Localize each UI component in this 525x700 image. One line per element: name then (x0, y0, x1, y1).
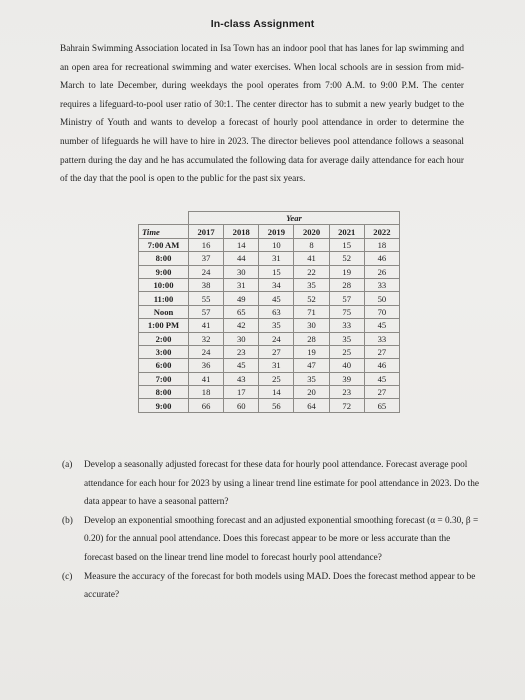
time-cell: 7:00 (139, 372, 189, 385)
attendance-value-cell: 49 (224, 292, 259, 305)
time-cell: 11:00 (139, 292, 189, 305)
attendance-value-cell: 30 (224, 265, 259, 278)
question-label: (b) (62, 515, 73, 526)
question-item (62, 512, 482, 568)
table-row (139, 332, 400, 345)
table-row (139, 252, 400, 265)
attendance-value-cell: 57 (329, 292, 364, 305)
year-header: 2020 (294, 225, 329, 238)
year-header: 2021 (329, 225, 364, 238)
attendance-value-cell: 33 (364, 278, 399, 291)
attendance-value-cell: 15 (259, 265, 294, 278)
time-cell: 2:00 (139, 332, 189, 345)
year-title-row (139, 212, 400, 225)
time-cell: Noon (139, 305, 189, 318)
attendance-value-cell: 32 (189, 332, 224, 345)
table-row (139, 238, 400, 251)
time-cell: 8:00 (139, 252, 189, 265)
attendance-value-cell: 45 (364, 319, 399, 332)
year-header: 2019 (259, 225, 294, 238)
attendance-value-cell: 75 (329, 305, 364, 318)
attendance-value-cell: 25 (259, 372, 294, 385)
attendance-value-cell: 34 (259, 278, 294, 291)
question-item (62, 568, 482, 605)
attendance-value-cell: 47 (294, 359, 329, 372)
attendance-value-cell: 35 (294, 372, 329, 385)
page-title: In-class Assignment (210, 18, 315, 30)
attendance-value-cell: 31 (259, 359, 294, 372)
attendance-value-cell: 18 (189, 386, 224, 399)
attendance-value-cell: 44 (224, 252, 259, 265)
year-title: Year (189, 212, 400, 225)
attendance-value-cell: 46 (364, 252, 399, 265)
attendance-value-cell: 30 (294, 319, 329, 332)
attendance-value-cell: 42 (224, 319, 259, 332)
attendance-value-cell: 37 (189, 252, 224, 265)
time-cell: 9:00 (139, 399, 189, 412)
attendance-value-cell: 27 (364, 386, 399, 399)
attendance-value-cell: 18 (364, 238, 399, 251)
attendance-value-cell: 57 (189, 305, 224, 318)
attendance-value-cell: 66 (189, 399, 224, 412)
year-header: 2022 (364, 225, 399, 238)
attendance-value-cell: 31 (259, 252, 294, 265)
attendance-value-cell: 10 (259, 238, 294, 251)
attendance-value-cell: 33 (364, 332, 399, 345)
question-text: Develop a seasonally adjusted forecast for these data for hourly pool attendance. Forecast average pool attendance for each hour for 2023 by using a linear trend line estimate for pool attendance in 2023. Do the data appear to have a seasonal pattern? (84, 460, 479, 508)
attendance-value-cell: 8 (294, 238, 329, 251)
attendance-value-cell: 14 (259, 386, 294, 399)
attendance-value-cell: 20 (294, 386, 329, 399)
table-row (139, 319, 400, 332)
table-row (139, 386, 400, 399)
table-row (139, 292, 400, 305)
time-cell: 9:00 (139, 265, 189, 278)
attendance-value-cell: 23 (224, 345, 259, 358)
attendance-value-cell: 45 (224, 359, 259, 372)
attendance-value-cell: 28 (329, 278, 364, 291)
questions-list (62, 456, 482, 605)
attendance-value-cell: 65 (364, 399, 399, 412)
attendance-value-cell: 14 (224, 238, 259, 251)
table-body (139, 238, 400, 412)
attendance-value-cell: 60 (224, 399, 259, 412)
attendance-value-cell: 35 (329, 332, 364, 345)
attendance-value-cell: 65 (224, 305, 259, 318)
table-row (139, 359, 400, 372)
time-cell: 7:00 AM (139, 238, 189, 251)
attendance-value-cell: 71 (294, 305, 329, 318)
year-header: 2017 (189, 225, 224, 238)
time-header: Time (139, 225, 189, 238)
time-cell: 10:00 (139, 278, 189, 291)
attendance-value-cell: 16 (189, 238, 224, 251)
attendance-value-cell: 45 (259, 292, 294, 305)
attendance-value-cell: 55 (189, 292, 224, 305)
attendance-value-cell: 33 (329, 319, 364, 332)
attendance-value-cell: 50 (364, 292, 399, 305)
attendance-value-cell: 36 (189, 359, 224, 372)
attendance-value-cell: 45 (364, 372, 399, 385)
attendance-value-cell: 24 (189, 265, 224, 278)
question-text: Develop an exponential smoothing forecast and an adjusted exponential smoothing forecast (α = 0.30, β = 0.20) for the annual pool attendance. Does this forecast appear to be more or less accurate than the forecast based on the linear trend line model to forecast hourly pool attendance? (84, 515, 479, 563)
table-row (139, 399, 400, 412)
attendance-value-cell: 24 (259, 332, 294, 345)
attendance-value-cell: 70 (364, 305, 399, 318)
attendance-value-cell: 39 (329, 372, 364, 385)
attendance-value-cell: 27 (364, 345, 399, 358)
attendance-value-cell: 40 (329, 359, 364, 372)
attendance-value-cell: 26 (364, 265, 399, 278)
intro-paragraph: Bahrain Swimming Association located in Isa Town has an indoor pool that has lanes for lap swimming and an open area for recreational swimming and water exercises. When local schools are in session from mid-March to late December, during weekdays the pool operates from 7:00 A.M. to 9:00 P.M. The center requires a lifeguard-to-pool user ratio of 30:1. The center director has to submit a new yearly budget to the Ministry of Youth and wants to develop a forecast of hourly pool attendance in order to determine the number of lifeguards he will have to hire in 2023. The director believes pool attendance follows a seasonal pattern during the day and he has accumulated the following data for average daily attendance for each hour of the day that the pool is open to the public for the past six years. (60, 44, 464, 185)
attendance-value-cell: 64 (294, 399, 329, 412)
attendance-value-cell: 15 (329, 238, 364, 251)
time-cell: 8:00 (139, 386, 189, 399)
table-row (139, 305, 400, 318)
question-item (62, 456, 482, 512)
attendance-value-cell: 28 (294, 332, 329, 345)
attendance-value-cell: 38 (189, 278, 224, 291)
question-label: (c) (62, 571, 73, 582)
table-row (139, 278, 400, 291)
question-label: (a) (62, 460, 73, 470)
table-row (139, 345, 400, 358)
question-text: Measure the accuracy of the forecast for both models using MAD. Does the forecast method appear to be accurate? (84, 571, 476, 601)
attendance-value-cell: 23 (329, 386, 364, 399)
attendance-value-cell: 31 (224, 278, 259, 291)
attendance-value-cell: 35 (294, 278, 329, 291)
attendance-value-cell: 41 (189, 372, 224, 385)
table-row (139, 265, 400, 278)
attendance-value-cell: 30 (224, 332, 259, 345)
attendance-value-cell: 19 (294, 345, 329, 358)
attendance-table (138, 211, 400, 413)
attendance-value-cell: 52 (329, 252, 364, 265)
attendance-value-cell: 63 (259, 305, 294, 318)
attendance-value-cell: 35 (259, 319, 294, 332)
attendance-value-cell: 19 (329, 265, 364, 278)
attendance-value-cell: 24 (189, 345, 224, 358)
attendance-value-cell: 41 (189, 319, 224, 332)
time-cell: 1:00 PM (139, 319, 189, 332)
attendance-value-cell: 17 (224, 386, 259, 399)
attendance-value-cell: 52 (294, 292, 329, 305)
time-cell: 3:00 (139, 345, 189, 358)
attendance-value-cell: 46 (364, 359, 399, 372)
year-header: 2018 (224, 225, 259, 238)
attendance-value-cell: 41 (294, 252, 329, 265)
attendance-value-cell: 25 (329, 345, 364, 358)
time-cell: 6:00 (139, 359, 189, 372)
table-row (139, 372, 400, 385)
attendance-value-cell: 43 (224, 372, 259, 385)
attendance-value-cell: 72 (329, 399, 364, 412)
attendance-value-cell: 22 (294, 265, 329, 278)
attendance-value-cell: 27 (259, 345, 294, 358)
attendance-value-cell: 56 (259, 399, 294, 412)
header-row (139, 225, 400, 238)
